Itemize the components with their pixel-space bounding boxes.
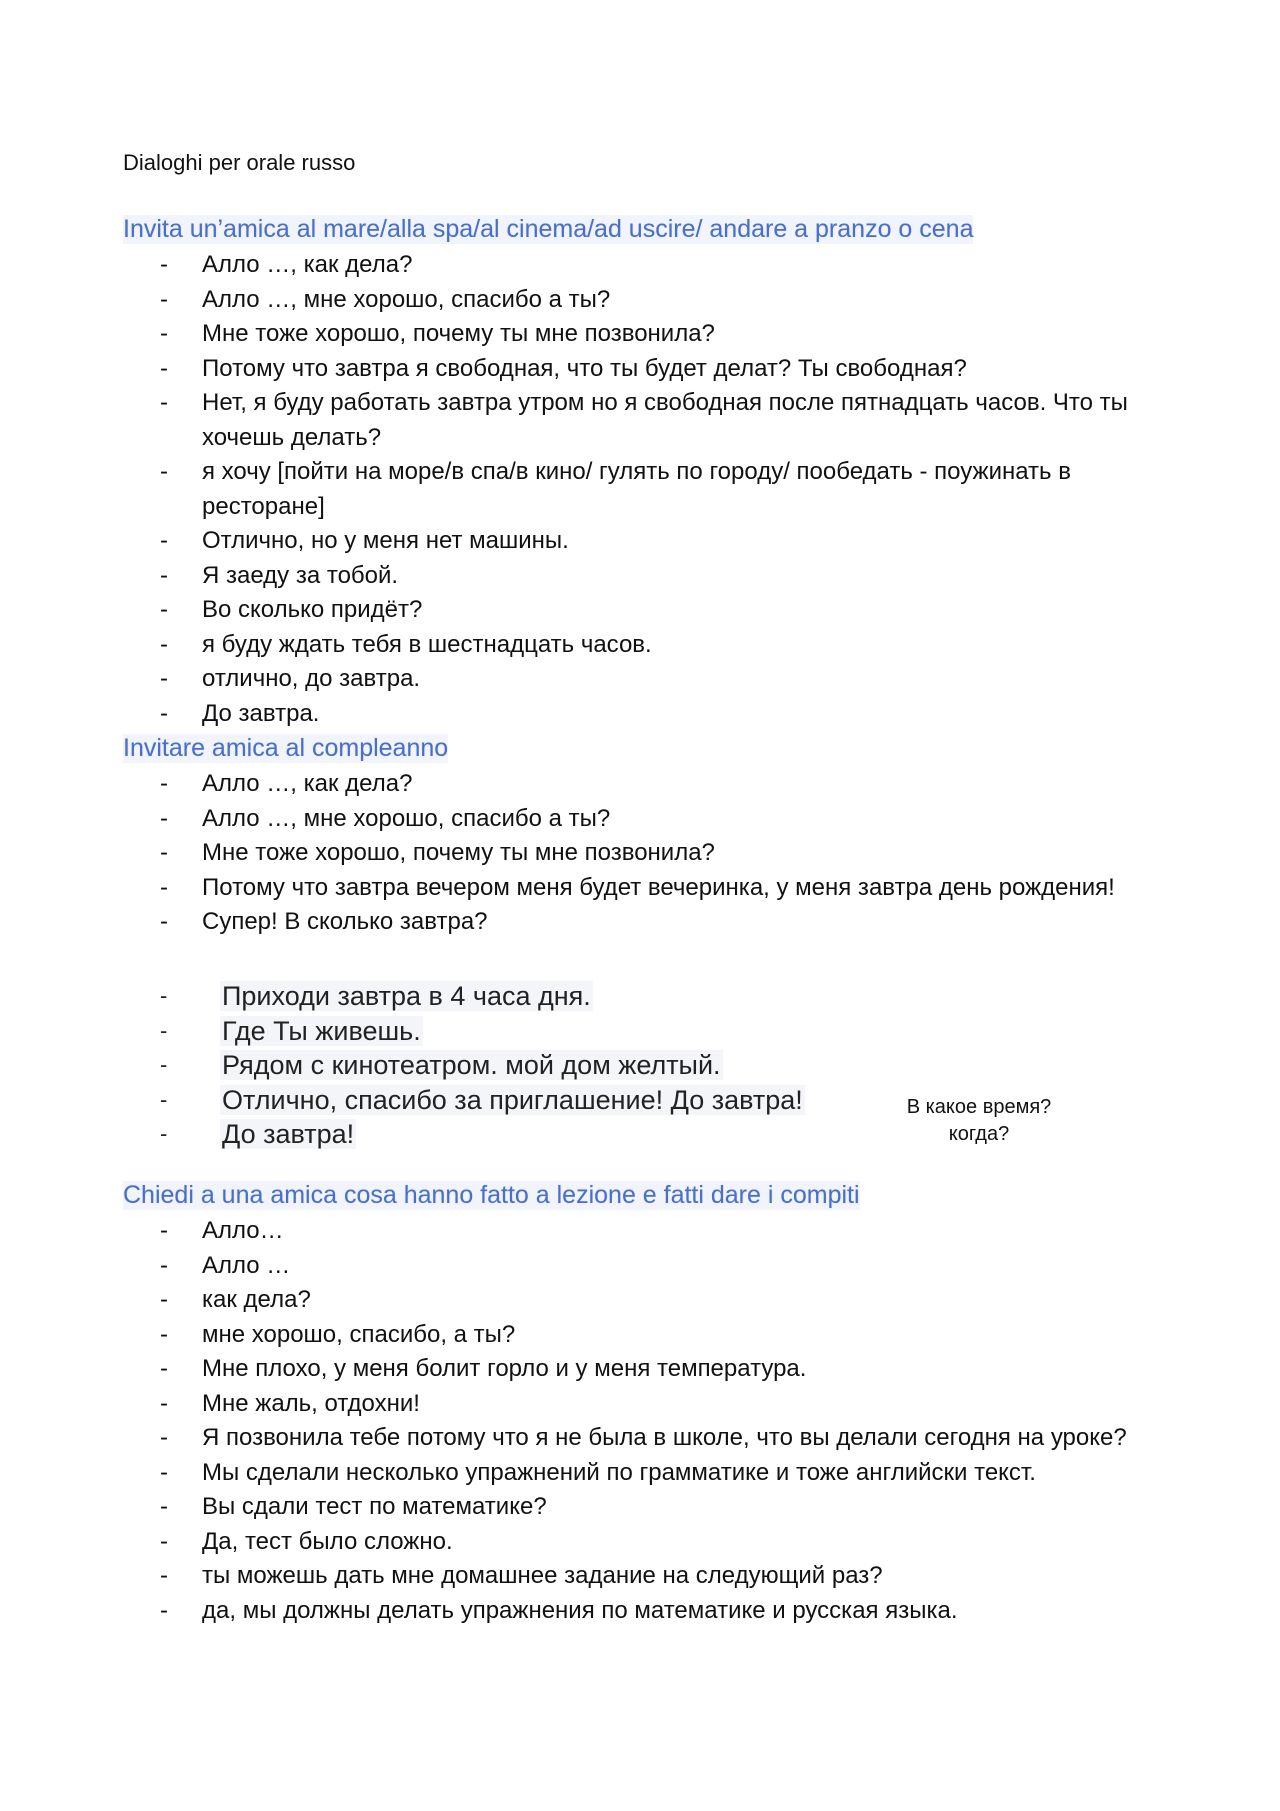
dialogue-line: - Нет, я буду работать завтра утром но я свободная после пятнадцать часов. Что ты хочешь делать? bbox=[160, 386, 1170, 455]
dash-bullet: - bbox=[160, 1493, 168, 1520]
dialogue-line: - Потому что завтра вечером меня будет вечеринка, у меня завтра день рождения! bbox=[160, 871, 1170, 906]
dialogue-line-pasted: - До завтра! bbox=[160, 1117, 1170, 1152]
dash-bullet: - bbox=[160, 1424, 168, 1451]
dialogue-line: - да, мы должны делать упражнения по математике и русская языка. bbox=[160, 1594, 1170, 1629]
dash-bullet: - bbox=[160, 1017, 168, 1043]
dash-bullet: - bbox=[160, 1217, 168, 1244]
dash-bullet: - bbox=[160, 770, 168, 797]
dialogue-line: - ты можешь дать мне домашнее задание на следующий раз? bbox=[160, 1559, 1170, 1594]
dialogue-line: - мне хорошо, спасибо, а ты? bbox=[160, 1318, 1170, 1353]
dash-bullet: - bbox=[160, 839, 168, 866]
dash-bullet: - bbox=[160, 1596, 168, 1624]
dash-bullet: - bbox=[160, 354, 168, 382]
dash-bullet: - bbox=[160, 908, 168, 935]
dash-bullet: - bbox=[160, 1320, 168, 1348]
dialogue-list-beach-invite bbox=[160, 248, 1170, 731]
side-note-line: В какое время? bbox=[906, 1096, 1052, 1118]
dash-bullet: - bbox=[160, 1251, 168, 1279]
dialogue-line: - Вы сдали тест по математике? bbox=[160, 1490, 1170, 1525]
dialogue-line-pasted: - Приходи завтра в 4 часа дня. bbox=[160, 979, 1170, 1014]
dialogue-list-birthday-invite bbox=[160, 767, 1170, 940]
dash-bullet: - bbox=[160, 1286, 168, 1313]
side-note bbox=[884, 1094, 1074, 1148]
dash-bullet: - bbox=[160, 804, 168, 832]
dialogue-line: - Я позвонила тебе потому что я не была в школе, что вы делали сегодня на уроке? bbox=[160, 1421, 1170, 1456]
dialogue-line: - я буду ждать тебя в шестнадцать часов. bbox=[160, 628, 1170, 663]
dash-bullet: - bbox=[160, 389, 168, 416]
dash-bullet: - bbox=[160, 527, 168, 554]
dash-bullet: - bbox=[160, 251, 168, 278]
dialogue-line: - Во сколько придёт? bbox=[160, 593, 1170, 628]
dialogue-line: - Да, тест было сложно. bbox=[160, 1525, 1170, 1560]
dialogue-line: - Мы сделали несколько упражнений по грамматике и тоже английски текст. bbox=[160, 1456, 1170, 1491]
dash-bullet: - bbox=[160, 1458, 168, 1486]
dialogue-line: - До завтра. bbox=[160, 697, 1170, 732]
dash-bullet: - bbox=[160, 1121, 168, 1146]
dialogue-line: - Потому что завтра я свободная, что ты будет делат? Ты свободная? bbox=[160, 352, 1170, 387]
dialogue-line: - Алло …, мне хорошо, спасибо а ты? bbox=[160, 802, 1170, 837]
dialogue-line-pasted: - Рядом с кинотеатром. мой дом желтый. bbox=[160, 1048, 1170, 1083]
dash-bullet: - bbox=[160, 1355, 168, 1382]
dash-bullet: - bbox=[160, 1086, 168, 1112]
dash-bullet: - bbox=[160, 285, 168, 313]
dash-bullet: - bbox=[160, 873, 168, 901]
dash-bullet: - bbox=[160, 1562, 168, 1589]
dash-bullet: - bbox=[160, 665, 168, 692]
dialogue-line: - Отлично, но у меня нет машины. bbox=[160, 524, 1170, 559]
dash-bullet: - bbox=[160, 561, 168, 589]
dialogue-line-pasted: - Отлично, спасибо за приглашение! До завтра! bbox=[160, 1083, 1170, 1118]
dash-bullet: - bbox=[160, 320, 168, 347]
dialogue-line: - Алло …, как дела? bbox=[160, 248, 1170, 283]
document-title: Dialoghi per orale russo bbox=[123, 150, 356, 175]
section-heading-homework: Chiedi a una amica cosa hanno fatto a lezione e fatti dare i compiti bbox=[123, 1181, 860, 1209]
dash-bullet: - bbox=[160, 596, 168, 623]
dash-bullet: - bbox=[160, 699, 168, 727]
dialogue-line: - отлично, до завтра. bbox=[160, 662, 1170, 697]
dialogue-line: - Алло …, как дела? bbox=[160, 767, 1170, 802]
dash-bullet: - bbox=[160, 1527, 168, 1555]
dialogue-line: - Мне плохо, у меня болит горло и у меня температура. bbox=[160, 1352, 1170, 1387]
dialogue-line: - Мне тоже хорошо, почему ты мне позвонила? bbox=[160, 317, 1170, 352]
dialogue-line: - Супер! В сколько завтра? bbox=[160, 905, 1170, 940]
dash-bullet: - bbox=[160, 630, 168, 658]
side-note-line: когда? bbox=[948, 1123, 1010, 1145]
dialogue-line: - Алло… bbox=[160, 1214, 1170, 1249]
dialogue-line: - Мне тоже хорошо, почему ты мне позвонила? bbox=[160, 836, 1170, 871]
section-heading-beach-invite: Invita un’amica al mare/alla spa/al cinema/ad uscire/ andare a pranzo o cena bbox=[123, 215, 974, 243]
dash-bullet: - bbox=[160, 983, 168, 1008]
dialogue-line: - Я заеду за тобой. bbox=[160, 559, 1170, 594]
dialogue-line: - как дела? bbox=[160, 1283, 1170, 1318]
dialogue-line: - Мне жаль, отдохни! bbox=[160, 1387, 1170, 1422]
dialogue-line: - Алло …, мне хорошо, спасибо а ты? bbox=[160, 283, 1170, 318]
dialogue-line: - Алло … bbox=[160, 1249, 1170, 1284]
dash-bullet: - bbox=[160, 1052, 168, 1077]
dash-bullet: - bbox=[160, 1389, 168, 1417]
dialogue-list-homework bbox=[160, 1214, 1170, 1628]
section-heading-birthday-invite: Invitare amica al compleanno bbox=[123, 734, 449, 762]
dialogue-line: - я хочу [пойти на море/в спа/в кино/ гулять по городу/ пообедать - поужинать в ресторане] bbox=[160, 455, 1170, 524]
dialogue-line-pasted: - Где Ты живешь. bbox=[160, 1014, 1170, 1049]
dash-bullet: - bbox=[160, 458, 168, 485]
